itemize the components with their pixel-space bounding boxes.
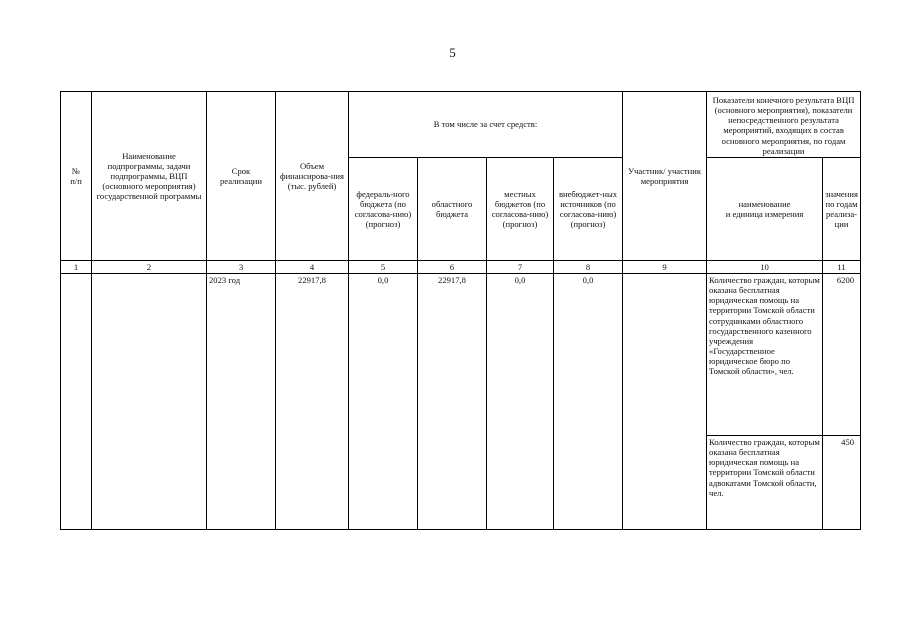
- cell-indicator-value: 6200: [823, 273, 861, 435]
- column-number: 7: [487, 260, 554, 273]
- column-numbers-row: [61, 260, 861, 273]
- column-number: 9: [623, 260, 707, 273]
- header-extrabudget: внебюджет-ных источников (по согласова-нию) (прогноз): [554, 157, 623, 260]
- column-number: 1: [61, 260, 92, 273]
- cell-num: [61, 273, 92, 529]
- header-num: № п/п: [61, 92, 92, 261]
- header-volume: Объем финансирова-ния (тыс. рублей): [276, 92, 349, 261]
- header-local: местных бюджетов (по согласова-нию) (прогноз): [487, 157, 554, 260]
- header-name: Наименование подпрограммы, задачи подпрограммы, ВЦП (основного мероприятия) государственной программы: [92, 92, 207, 261]
- column-number: 2: [92, 260, 207, 273]
- cell-regional: 22917,8: [418, 273, 487, 529]
- column-number: 3: [207, 260, 276, 273]
- header-indicator-values: значения по годам реализа-ции: [823, 157, 861, 260]
- cell-extrabudget: 0,0: [554, 273, 623, 529]
- column-number: 5: [349, 260, 418, 273]
- cell-term: 2023 год: [207, 273, 276, 529]
- header-indicator-name: наименование и единица измерения: [707, 157, 823, 260]
- cell-participant: [623, 273, 707, 529]
- header-federal: федераль-ного бюджета (по согласова-нию) (прогноз): [349, 157, 418, 260]
- cell-indicator-value: 450: [823, 435, 861, 529]
- header-regional: областного бюджета: [418, 157, 487, 260]
- header-participant: Участник/ участник мероприятия: [623, 92, 707, 261]
- column-number: 8: [554, 260, 623, 273]
- header-including-group: В том числе за счет средств:: [349, 92, 623, 158]
- page-number: 5: [449, 45, 456, 60]
- table-row: [61, 273, 861, 435]
- cell-federal: 0,0: [349, 273, 418, 529]
- program-table: [60, 91, 861, 530]
- cell-indicator-name: Количество граждан, которым оказана бесплатная юридическая помощь на территории Томской области адвокатами Томской области, чел.: [707, 435, 823, 529]
- cell-local: 0,0: [487, 273, 554, 529]
- header-indicators-group: Показатели конечного результата ВЦП (основного мероприятия), показатели непосредственного результата мероприятий, входящих в состав основного мероприятия, по годам реализации: [707, 92, 861, 158]
- cell-indicator-name: Количество граждан, которым оказана бесплатная юридическая помощь на территории Томской области сотрудниками областного государственного казенного учреждения «Государственное юридическое бюро по Томской области», чел.: [707, 273, 823, 435]
- column-number: 11: [823, 260, 861, 273]
- cell-volume: 22917,8: [276, 273, 349, 529]
- cell-name: [92, 273, 207, 529]
- column-number: 10: [707, 260, 823, 273]
- header-term: Срок реализации: [207, 92, 276, 261]
- column-number: 6: [418, 260, 487, 273]
- column-number: 4: [276, 260, 349, 273]
- header-row-1: [61, 92, 861, 158]
